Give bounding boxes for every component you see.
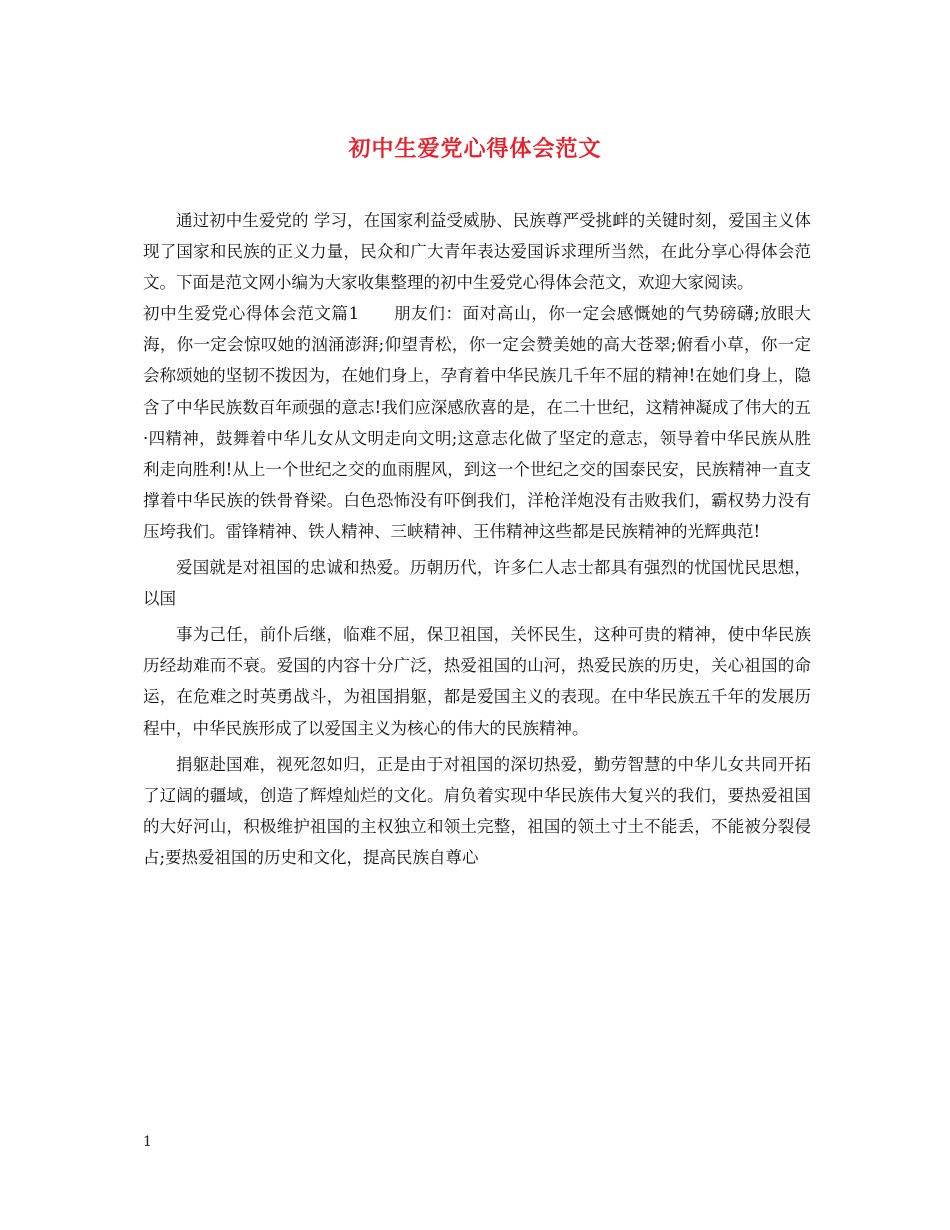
document-title: 初中生爱党心得体会范文 — [348, 136, 602, 162]
document-body — [143, 205, 811, 873]
sacrifice-paragraph: 捐躯赴国难，视死忽如归，正是由于对祖国的深切热爱，勤劳智慧的中华儿女共同开拓了辽阔的疆域，创造了辉煌灿烂的文化。肩负着实现中华民族伟大复兴的我们，要热爱祖国的大好河山，积极维护祖国的主权独立和领土完整，祖国的领土寸土不能丢，不能被分裂侵占;要热爱祖国的历史和文化，提高民族自尊心 — [143, 754, 811, 867]
spirit-paragraph: 事为己任，前仆后继，临难不屈，保卫祖国，关怀民生，这种可贵的精神，使中华民族历经劫难而不衰。爱国的内容十分广泛，热爱祖国的山河，热爱民族的历史，关心祖国的命运，在危难之时英勇战斗，为祖国捐躯，都是爱国主义的表现。在中华民族五千年的发展历程中，中华民族形成了以爱国主义为核心的伟大的民族精神。 — [143, 625, 811, 738]
intro-paragraph: 通过初中生爱党的 学习，在国家利益受威胁、民族尊严受挑衅的关键时刻，爱国主义体现了国家和民族的正义力量，民众和广大青年表达爱国诉求理所当然，在此分享心得体会范文。下面是范文网小编为大家收集整理的初中生爱党心得体会范文，欢迎大家阅读。 — [143, 211, 811, 293]
page-number: 1 — [143, 1134, 152, 1150]
patriotism-paragraph: 爱国就是对祖国的忠诚和热爱。历朝历代，许多仁人志士都具有强烈的忧国忧民思想，以国 — [143, 558, 811, 609]
essay-1-paragraph: 初中生爱党心得体会范文篇1 朋友们：面对高山，你一定会感慨她的气势磅礴;放眼大海，你一定会惊叹她的汹涌澎湃;仰望青松，你一定会赞美她的高大苍翠;俯看小草，你一定会称颂她的坚韧不拨因为，在她们身上，孕育着中华民族几千年不屈的精神!在她们身上，隐含了中华民族数百年顽强的意志!我们应深感欣喜的是，在二十世纪，这精神凝成了伟大的五·四精神，鼓舞着中华儿女从文明走向文明;这意志化做了坚定的意志，领导着中华民族从胜利走向胜利!从上一个世纪之交的血雨腥风，到这一个世纪之交的国泰民安，民族精神一直支撑着中华民族的铁骨脊梁。白色恐怖没有吓倒我们，洋枪洋炮没有击败我们，霸权势力没有压垮我们。雷锋精神、铁人精神、三峡精神、王伟精神这些都是民族精神的光辉典范! — [143, 304, 811, 541]
